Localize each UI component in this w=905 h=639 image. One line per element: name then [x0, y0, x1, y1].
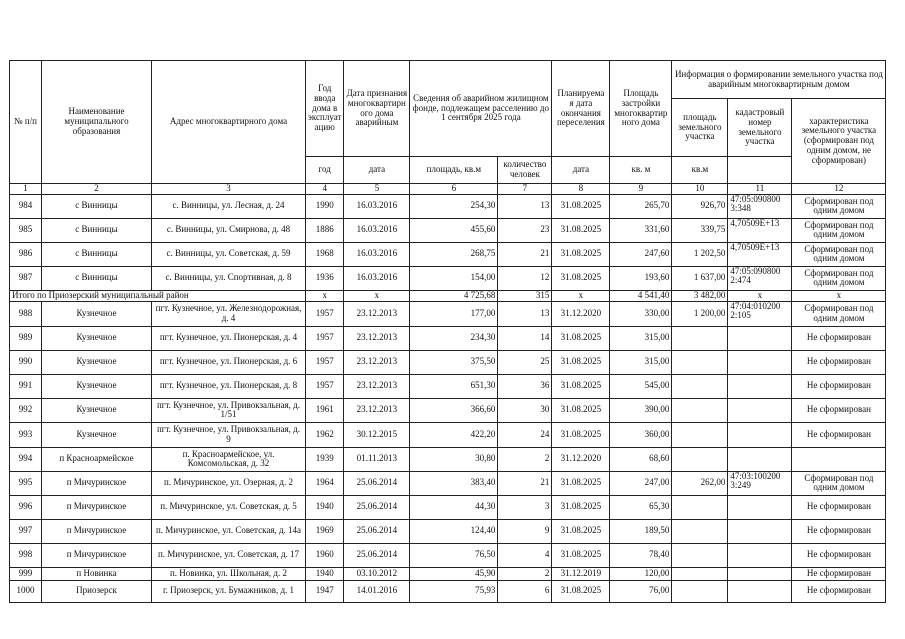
- row-plan-date: 31.08.2025: [552, 374, 610, 398]
- unit-date2: дата: [552, 157, 610, 184]
- row-people: 25: [498, 350, 552, 374]
- row-address: г. Приозерск, ул. Бумажников, д. 1: [152, 580, 306, 602]
- total-land-area: 3 482,00: [672, 290, 728, 301]
- table-row: [10, 242, 886, 266]
- row-municipality: Кузнечное: [42, 301, 152, 326]
- row-cadastral: [728, 398, 792, 422]
- row-year: 1957: [306, 374, 344, 398]
- table-row: [10, 422, 886, 447]
- row-people: 9: [498, 519, 552, 543]
- row-building-area: 247,00: [610, 471, 672, 495]
- table-row: [10, 301, 886, 326]
- row-number: 996: [10, 495, 42, 519]
- row-year: 1939: [306, 447, 344, 471]
- row-cadastral: [728, 519, 792, 543]
- table-body-bottom: [10, 301, 886, 602]
- col-number: 3: [152, 184, 306, 195]
- row-land-area: [672, 447, 728, 471]
- row-cadastral: [728, 567, 792, 580]
- row-building-area: 390,00: [610, 398, 672, 422]
- header-emergency-date: Дата признания многоквартирн ого дома аварийным: [344, 61, 410, 157]
- row-land-area: [672, 495, 728, 519]
- row-year: 1936: [306, 266, 344, 290]
- row-area: 177,00: [410, 301, 498, 326]
- row-municipality: Кузнечное: [42, 398, 152, 422]
- row-plan-date: 31.08.2025: [552, 422, 610, 447]
- row-land-char: Не сформирован: [792, 374, 886, 398]
- row-area: 154,00: [410, 266, 498, 290]
- table-row: [10, 194, 886, 218]
- row-address: п. Мичуринское, ул. Советская, д. 17: [152, 543, 306, 567]
- total-label: Итого по Приозерский муниципальный район: [10, 290, 306, 301]
- row-plan-date: 31.08.2025: [552, 350, 610, 374]
- row-land-area: [672, 398, 728, 422]
- row-people: 14: [498, 326, 552, 350]
- row-date: 16.03.2016: [344, 266, 410, 290]
- row-land-area: 926,70: [672, 194, 728, 218]
- row-address: пгт. Кузнечное, ул. Пионерская, д. 4: [152, 326, 306, 350]
- row-land-char: [792, 447, 886, 471]
- row-land-char: Не сформирован: [792, 422, 886, 447]
- row-year: 1969: [306, 519, 344, 543]
- row-land-char: Не сформирован: [792, 398, 886, 422]
- total-building-area: 4 541,40: [610, 290, 672, 301]
- row-building-area: 545,00: [610, 374, 672, 398]
- row-number: 993: [10, 422, 42, 447]
- row-land-char: Сформирован под одним домом: [792, 301, 886, 326]
- table-row: [10, 326, 886, 350]
- row-people: 2: [498, 447, 552, 471]
- row-plan-date: 31.12.2019: [552, 567, 610, 580]
- row-building-area: 78,40: [610, 543, 672, 567]
- row-address: с. Винницы, ул. Советская, д. 59: [152, 242, 306, 266]
- row-date: 30.12.2015: [344, 422, 410, 447]
- col-number: 2: [42, 184, 152, 195]
- row-date: 23.12.2013: [344, 374, 410, 398]
- row-date: 14.01.2016: [344, 580, 410, 602]
- row-municipality: с Винницы: [42, 242, 152, 266]
- row-date: 23.12.2013: [344, 350, 410, 374]
- header-num: № п/п: [10, 61, 42, 184]
- row-land-area: 1 202,50: [672, 242, 728, 266]
- row-municipality: Кузнечное: [42, 326, 152, 350]
- row-municipality: п Новинка: [42, 567, 152, 580]
- row-building-area: 76,00: [610, 580, 672, 602]
- row-address: п. Мичуринское, ул. Советская, д. 5: [152, 495, 306, 519]
- unit-sqm: кв. м: [610, 157, 672, 184]
- row-number: 984: [10, 194, 42, 218]
- total-land-char: x: [792, 290, 886, 301]
- row-cadastral: [728, 447, 792, 471]
- row-year: 1940: [306, 567, 344, 580]
- row-land-area: 1 200,00: [672, 301, 728, 326]
- row-address: п. Новинка, ул. Школьная, д. 2: [152, 567, 306, 580]
- row-municipality: п Мичуринское: [42, 471, 152, 495]
- row-plan-date: 31.08.2025: [552, 495, 610, 519]
- row-land-area: [672, 374, 728, 398]
- row-plan-date: 31.08.2025: [552, 543, 610, 567]
- total-people: 315: [498, 290, 552, 301]
- row-people: 12: [498, 266, 552, 290]
- col-number: 8: [552, 184, 610, 195]
- row-municipality: с Винницы: [42, 266, 152, 290]
- row-number: 992: [10, 398, 42, 422]
- row-area: 455,60: [410, 218, 498, 242]
- col-number: 11: [728, 184, 792, 195]
- row-land-area: [672, 326, 728, 350]
- row-date: 25.06.2014: [344, 543, 410, 567]
- col-number: 5: [344, 184, 410, 195]
- row-address: п. Мичуринское, ул. Советская, д. 14а: [152, 519, 306, 543]
- header-land-area: площадь земельного участка: [672, 99, 728, 157]
- row-cadastral: [728, 422, 792, 447]
- total-cadastral: x: [728, 290, 792, 301]
- row-people: 13: [498, 301, 552, 326]
- row-area: 45,90: [410, 567, 498, 580]
- row-cadastral: 4,70509E+13: [728, 242, 792, 266]
- row-date: 03.10.2012: [344, 567, 410, 580]
- row-area: 366,60: [410, 398, 498, 422]
- row-year: 1947: [306, 580, 344, 602]
- row-people: 21: [498, 471, 552, 495]
- row-address: пгт. Кузнечное, ул. Пионерская, д. 8: [152, 374, 306, 398]
- row-address: п. Мичуринское, ул. Озерная, д. 2: [152, 471, 306, 495]
- row-plan-date: 31.12.2020: [552, 301, 610, 326]
- row-cadastral: 47:05:090800 3:348: [728, 194, 792, 218]
- row-plan-date: 31.08.2025: [552, 242, 610, 266]
- header-planned-end: Планируема я дата окончания переселения: [552, 61, 610, 157]
- row-year: 1961: [306, 398, 344, 422]
- row-number: 994: [10, 447, 42, 471]
- unit-area: площадь, кв.м: [410, 157, 498, 184]
- row-plan-date: 31.08.2025: [552, 471, 610, 495]
- header-municipality: Наименование муниципального образования: [42, 61, 152, 184]
- row-building-area: 193,60: [610, 266, 672, 290]
- row-year: 1886: [306, 218, 344, 242]
- row-year: 1960: [306, 543, 344, 567]
- row-date: 25.06.2014: [344, 519, 410, 543]
- header-land-info: Информация о формировании земельного участка под аварийным многоквартирным домом: [672, 61, 886, 99]
- row-area: 422,20: [410, 422, 498, 447]
- row-plan-date: 31.08.2025: [552, 580, 610, 602]
- row-building-area: 315,00: [610, 326, 672, 350]
- row-number: 999: [10, 567, 42, 580]
- row-year: 1957: [306, 326, 344, 350]
- row-number: 990: [10, 350, 42, 374]
- header-address: Адрес многоквартирного дома: [152, 61, 306, 184]
- row-area: 76,50: [410, 543, 498, 567]
- row-land-area: [672, 543, 728, 567]
- row-land-char: Сформирован под одним домом: [792, 194, 886, 218]
- row-area: 375,50: [410, 350, 498, 374]
- table-row: [10, 398, 886, 422]
- row-plan-date: 31.08.2025: [552, 398, 610, 422]
- row-year: 1964: [306, 471, 344, 495]
- row-cadastral: [728, 495, 792, 519]
- row-area: 651,30: [410, 374, 498, 398]
- table-row: [10, 580, 886, 602]
- row-municipality: Приозерск: [42, 580, 152, 602]
- row-land-area: [672, 422, 728, 447]
- row-plan-date: 31.08.2025: [552, 266, 610, 290]
- row-land-char: Не сформирован: [792, 580, 886, 602]
- row-area: 254,30: [410, 194, 498, 218]
- total-date: x: [344, 290, 410, 301]
- unit-date: дата: [344, 157, 410, 184]
- row-area: 75,93: [410, 580, 498, 602]
- row-cadastral: [728, 326, 792, 350]
- emergency-housing-table: [9, 60, 886, 603]
- row-number: 998: [10, 543, 42, 567]
- table-row: [10, 447, 886, 471]
- row-building-area: 189,50: [610, 519, 672, 543]
- table-row: [10, 374, 886, 398]
- row-area: 30,80: [410, 447, 498, 471]
- row-year: 1957: [306, 301, 344, 326]
- row-land-char: Не сформирован: [792, 350, 886, 374]
- row-land-area: [672, 350, 728, 374]
- row-address: пгт. Кузнечное, ул. Привокзальная, д. 1/51: [152, 398, 306, 422]
- table-row: [10, 266, 886, 290]
- table-header: [10, 61, 886, 195]
- row-area: 124,40: [410, 519, 498, 543]
- col-number: 7: [498, 184, 552, 195]
- header-building-area: Площадь застройки многоквартир ного дома: [610, 61, 672, 157]
- row-cadastral: [728, 374, 792, 398]
- row-land-char: Сформирован под одним домом: [792, 471, 886, 495]
- row-land-char: Не сформирован: [792, 326, 886, 350]
- row-number: 995: [10, 471, 42, 495]
- row-people: 2: [498, 567, 552, 580]
- row-date: 23.12.2013: [344, 326, 410, 350]
- col-number: 1: [10, 184, 42, 195]
- row-building-area: 65,30: [610, 495, 672, 519]
- row-plan-date: 31.08.2025: [552, 218, 610, 242]
- row-plan-date: 31.08.2025: [552, 519, 610, 543]
- row-people: 24: [498, 422, 552, 447]
- row-address: пгт. Кузнечное, ул. Железнодорожная, д. 4: [152, 301, 306, 326]
- row-building-area: 68,60: [610, 447, 672, 471]
- row-land-char: Не сформирован: [792, 519, 886, 543]
- table-row: [10, 543, 886, 567]
- row-building-area: 247,60: [610, 242, 672, 266]
- row-land-char: Не сформирован: [792, 495, 886, 519]
- table-row: [10, 519, 886, 543]
- row-number: 991: [10, 374, 42, 398]
- row-municipality: п Мичуринское: [42, 543, 152, 567]
- row-cadastral: 47:04:010200 2:105: [728, 301, 792, 326]
- row-people: 13: [498, 194, 552, 218]
- row-year: 1962: [306, 422, 344, 447]
- row-municipality: п Мичуринское: [42, 519, 152, 543]
- row-address: с. Винницы, ул. Смирнова, д. 48: [152, 218, 306, 242]
- header-emergency-fund: Сведения об аварийном жилищном фонде, подлежащем расселению до 1 сентября 2025 года: [410, 61, 552, 157]
- row-address: с. Винницы, ул. Спортивная, д. 8: [152, 266, 306, 290]
- row-land-char: Сформирован под одним домом: [792, 266, 886, 290]
- row-people: 30: [498, 398, 552, 422]
- row-area: 234,30: [410, 326, 498, 350]
- row-people: 4: [498, 543, 552, 567]
- row-cadastral: 47:03:100200 3:249: [728, 471, 792, 495]
- row-date: 25.06.2014: [344, 471, 410, 495]
- row-date: 23.12.2013: [344, 398, 410, 422]
- total-year: x: [306, 290, 344, 301]
- row-land-char: Не сформирован: [792, 567, 886, 580]
- row-municipality: Кузнечное: [42, 374, 152, 398]
- row-address: с. Винницы, ул. Лесная, д. 24: [152, 194, 306, 218]
- row-land-char: Сформирован под одним домом: [792, 242, 886, 266]
- total-row: [10, 290, 886, 301]
- row-number: 988: [10, 301, 42, 326]
- row-date: 01.11.2013: [344, 447, 410, 471]
- col-number: 6: [410, 184, 498, 195]
- row-land-area: 262,00: [672, 471, 728, 495]
- row-land-area: [672, 580, 728, 602]
- row-address: п. Красноармейское, ул. Комсомольская, д. 32: [152, 447, 306, 471]
- col-number: 9: [610, 184, 672, 195]
- table-row: [10, 218, 886, 242]
- row-people: 3: [498, 495, 552, 519]
- row-number: 985: [10, 218, 42, 242]
- row-year: 1957: [306, 350, 344, 374]
- col-number: 4: [306, 184, 344, 195]
- row-year: 1968: [306, 242, 344, 266]
- row-land-area: [672, 567, 728, 580]
- row-land-area: [672, 519, 728, 543]
- row-land-area: 339,75: [672, 218, 728, 242]
- row-number: 989: [10, 326, 42, 350]
- header-land-char: характеристика земельного участка (сформирован под одним домом, не сформирован): [792, 99, 886, 184]
- col-number: 10: [672, 184, 728, 195]
- row-address: пгт. Кузнечное, ул. Привокзальная, д. 9: [152, 422, 306, 447]
- table-body-top: [10, 194, 886, 290]
- row-date: 23.12.2013: [344, 301, 410, 326]
- row-cadastral: 47:05:090800 2:474: [728, 266, 792, 290]
- header-cadastral: кадастровый номер земельного участка: [728, 99, 792, 157]
- row-address: пгт. Кузнечное, ул. Пионерская, д. 6: [152, 350, 306, 374]
- row-number: 997: [10, 519, 42, 543]
- table-row: [10, 567, 886, 580]
- row-land-char: Сформирован под одним домом: [792, 218, 886, 242]
- row-building-area: 315,00: [610, 350, 672, 374]
- row-year: 1990: [306, 194, 344, 218]
- row-people: 36: [498, 374, 552, 398]
- row-building-area: 330,00: [610, 301, 672, 326]
- row-plan-date: 31.08.2025: [552, 326, 610, 350]
- row-cadastral: 4,70509E+13: [728, 218, 792, 242]
- unit-people: количество человек: [498, 157, 552, 184]
- row-area: 383,40: [410, 471, 498, 495]
- unit-sqm2: кв.м: [672, 157, 728, 184]
- row-date: 16.03.2016: [344, 218, 410, 242]
- row-date: 25.06.2014: [344, 495, 410, 519]
- row-number: 1000: [10, 580, 42, 602]
- table-row: [10, 495, 886, 519]
- row-area: 268,75: [410, 242, 498, 266]
- row-land-char: Не сформирован: [792, 543, 886, 567]
- row-building-area: 360,00: [610, 422, 672, 447]
- table-row: [10, 471, 886, 495]
- row-number: 987: [10, 266, 42, 290]
- row-municipality: п Мичуринское: [42, 495, 152, 519]
- row-building-area: 331,60: [610, 218, 672, 242]
- col-number: 12: [792, 184, 886, 195]
- row-building-area: 265,70: [610, 194, 672, 218]
- table-row: [10, 350, 886, 374]
- column-number-row: [10, 184, 886, 195]
- row-people: 21: [498, 242, 552, 266]
- row-cadastral: [728, 543, 792, 567]
- row-land-area: 1 637,00: [672, 266, 728, 290]
- total-area: 4 725,68: [410, 290, 498, 301]
- total-plan: x: [552, 290, 610, 301]
- total-section: [10, 290, 886, 301]
- row-municipality: Кузнечное: [42, 422, 152, 447]
- row-cadastral: [728, 350, 792, 374]
- row-municipality: п Красноармейское: [42, 447, 152, 471]
- row-number: 986: [10, 242, 42, 266]
- row-municipality: Кузнечное: [42, 350, 152, 374]
- row-plan-date: 31.12.2020: [552, 447, 610, 471]
- header-year-built: Год ввода дома в эксплуат ацию: [306, 61, 344, 157]
- row-building-area: 120,00: [610, 567, 672, 580]
- row-date: 16.03.2016: [344, 242, 410, 266]
- row-municipality: с Винницы: [42, 218, 152, 242]
- row-municipality: с Винницы: [42, 194, 152, 218]
- row-plan-date: 31.08.2025: [552, 194, 610, 218]
- unit-year: год: [306, 157, 344, 184]
- row-people: 6: [498, 580, 552, 602]
- row-area: 44,30: [410, 495, 498, 519]
- row-year: 1940: [306, 495, 344, 519]
- row-cadastral: [728, 580, 792, 602]
- row-date: 16.03.2016: [344, 194, 410, 218]
- row-people: 23: [498, 218, 552, 242]
